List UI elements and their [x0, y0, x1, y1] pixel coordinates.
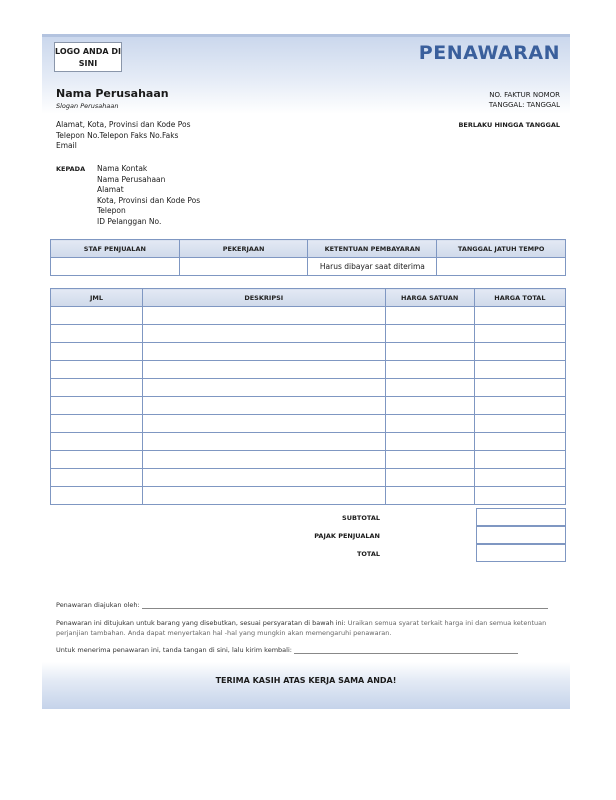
cell-job[interactable]: [179, 258, 308, 276]
thank-you-message: TERIMA KASIH ATAS KERJA SAMA ANDA!: [215, 676, 397, 685]
prepared-by-label: Penawaran diajukan oleh:: [56, 601, 140, 609]
description-cell[interactable]: [143, 433, 385, 451]
header-payment-terms: KETENTUAN PEMBAYARAN: [308, 240, 437, 258]
header-unit-price: HARGA SATUAN: [385, 289, 474, 307]
tax-label: PAJAK PENJUALAN: [314, 532, 380, 540]
terms-hint-1: Uraikan semua syarat terkait harga ini dan: [347, 619, 488, 627]
company-address: [56, 120, 191, 152]
qty-cell[interactable]: [51, 415, 143, 433]
description-cell[interactable]: [143, 451, 385, 469]
qty-cell[interactable]: [51, 469, 143, 487]
signature-line[interactable]: [294, 646, 518, 654]
table-row: [51, 415, 566, 433]
prepared-by-line[interactable]: [142, 601, 548, 609]
qty-cell[interactable]: [51, 451, 143, 469]
table-row: [51, 433, 566, 451]
table-row: [51, 325, 566, 343]
table-row: [51, 343, 566, 361]
subtotal-value[interactable]: [476, 508, 566, 526]
table-row: [51, 451, 566, 469]
line-total-cell[interactable]: [474, 325, 565, 343]
header-line-total: HARGA TOTAL: [474, 289, 565, 307]
valid-until: BERLAKU HINGGA TANGGAL: [458, 121, 560, 129]
unit-price-cell[interactable]: [385, 433, 474, 451]
invoice-date: TANGGAL: TANGGAL: [488, 101, 560, 109]
unit-price-cell[interactable]: [385, 361, 474, 379]
cell-sales-staff[interactable]: [51, 258, 180, 276]
info-table: [50, 239, 566, 276]
table-row: [51, 361, 566, 379]
recipient-company: Nama Perusahaan: [97, 174, 166, 184]
qty-cell[interactable]: [51, 433, 143, 451]
table-row: [51, 469, 566, 487]
logo-placeholder: [54, 42, 122, 72]
logo-text: LOGO ANDA DI SINI: [55, 47, 121, 68]
description-cell[interactable]: [143, 307, 385, 325]
description-cell[interactable]: [143, 379, 385, 397]
qty-cell[interactable]: [51, 325, 143, 343]
tax-value[interactable]: [476, 526, 566, 544]
footer-band: [42, 662, 570, 709]
header-sales-staff: STAF PENJUALAN: [51, 240, 180, 258]
cell-due-date[interactable]: [437, 258, 566, 276]
description-cell[interactable]: [143, 343, 385, 361]
invoice-number: NO. FAKTUR NOMOR: [489, 91, 560, 99]
unit-price-cell[interactable]: [385, 307, 474, 325]
line-total-cell[interactable]: [474, 433, 565, 451]
prepared-by-row: [56, 601, 548, 609]
table-row: [51, 397, 566, 415]
unit-price-cell[interactable]: [385, 325, 474, 343]
description-cell[interactable]: [143, 469, 385, 487]
table-row: [51, 379, 566, 397]
line-total-cell[interactable]: [474, 487, 565, 505]
qty-cell[interactable]: [51, 343, 143, 361]
terms-prefix: Penawaran ini ditujukan untuk barang yang disebutkan, sesuai persyaratan di bawah ini:: [56, 619, 346, 627]
line-total-cell[interactable]: [474, 451, 565, 469]
items-table: [50, 288, 566, 505]
quote-document: [42, 34, 570, 709]
total-value[interactable]: [476, 544, 566, 562]
line-total-cell[interactable]: [474, 361, 565, 379]
line-total-cell[interactable]: [474, 307, 565, 325]
table-row: [51, 487, 566, 505]
description-cell[interactable]: [143, 361, 385, 379]
recipient-block: [97, 164, 200, 228]
recipient-customer-id: ID Pelanggan No.: [97, 216, 162, 226]
recipient-city: Kota, Provinsi dan Kode Pos: [97, 195, 201, 205]
line-total-cell[interactable]: [474, 469, 565, 487]
terms-text: [56, 618, 556, 638]
email-line: Email: [56, 141, 77, 150]
recipient-contact: Nama Kontak: [97, 164, 148, 173]
recipient-phone: Telepon: [97, 206, 126, 216]
company-name: Nama Perusahaan: [56, 87, 169, 100]
accept-label: Untuk menerima penawaran ini, tanda tangan di sini, lalu kirim kembali:: [56, 646, 292, 654]
description-cell[interactable]: [143, 415, 385, 433]
qty-cell[interactable]: [51, 361, 143, 379]
line-total-cell[interactable]: [474, 343, 565, 361]
header-job: PEKERJAAN: [179, 240, 308, 258]
cell-payment-terms[interactable]: Harus dibayar saat diterima: [308, 258, 437, 276]
qty-cell[interactable]: [51, 379, 143, 397]
header-due-date: TANGGAL JATUH TEMPO: [437, 240, 566, 258]
total-label: TOTAL: [356, 550, 380, 558]
qty-cell[interactable]: [51, 307, 143, 325]
unit-price-cell[interactable]: [385, 415, 474, 433]
address-line: Alamat, Kota, Provinsi dan Kode Pos: [56, 120, 191, 129]
unit-price-cell[interactable]: [385, 397, 474, 415]
description-cell[interactable]: [143, 325, 385, 343]
unit-price-cell[interactable]: [385, 487, 474, 505]
line-total-cell[interactable]: [474, 397, 565, 415]
line-total-cell[interactable]: [474, 415, 565, 433]
contact-line: Telepon No.Telepon Faks No.Faks: [56, 130, 179, 140]
qty-cell[interactable]: [51, 397, 143, 415]
top-border: [42, 34, 570, 37]
description-cell[interactable]: [143, 487, 385, 505]
table-row: [51, 307, 566, 325]
unit-price-cell[interactable]: [385, 379, 474, 397]
qty-cell[interactable]: [51, 487, 143, 505]
recipient-label: KEPADA: [56, 165, 86, 173]
header-description: DESKRIPSI: [143, 289, 385, 307]
line-total-cell[interactable]: [474, 379, 565, 397]
header-qty: JML: [51, 289, 143, 307]
accept-row: [56, 646, 518, 654]
description-cell[interactable]: [143, 397, 385, 415]
subtotal-label: SUBTOTAL: [342, 514, 380, 522]
unit-price-cell[interactable]: [385, 451, 474, 469]
recipient-address: Alamat: [97, 185, 124, 195]
document-title: PENAWARAN: [418, 42, 560, 64]
company-slogan: Slogan Perusahaan: [56, 102, 119, 110]
unit-price-cell[interactable]: [385, 469, 474, 487]
terms-hint-2: semua ketentuan perjanjian tambahan. Anda dapat menyertakan hal -hal yang mungkin akan memengaruhi penawaran.: [56, 619, 547, 637]
unit-price-cell[interactable]: [385, 343, 474, 361]
